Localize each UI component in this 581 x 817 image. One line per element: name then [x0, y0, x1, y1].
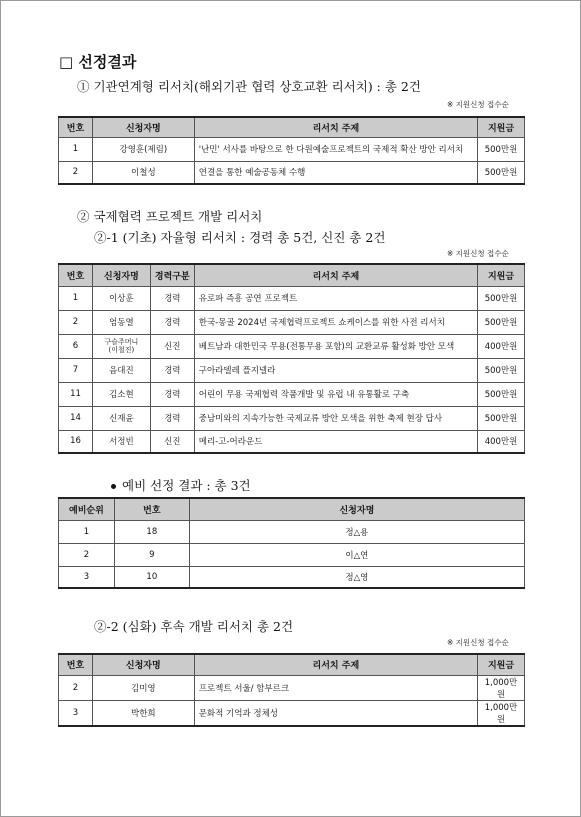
cell-applicant: 구슬주머니 (이철진)	[92, 334, 150, 358]
cell-no: 18	[114, 520, 189, 543]
header-career: 경력구분	[150, 264, 194, 286]
cell-no: 6	[59, 334, 93, 358]
cell-no: 9	[114, 543, 189, 566]
table-header-row	[59, 498, 525, 520]
cell-applicant: 이△연	[189, 543, 524, 566]
cell-career: 경력	[150, 310, 194, 334]
cell-applicant: 서정빈	[92, 430, 150, 453]
cell-topic: 구아라델레 플지넬라	[194, 358, 477, 382]
header-topic: 리서치 주제	[194, 264, 477, 286]
cell-grant: 400만원	[478, 334, 525, 358]
cell-applicant: 이상훈	[92, 286, 150, 310]
header-applicant: 신청자명	[92, 264, 150, 286]
cell-grant: 1,000만원	[478, 700, 525, 726]
cell-applicant: 신재윤	[92, 406, 150, 430]
cell-grant: 500만원	[478, 137, 525, 161]
cell-no: 14	[59, 406, 93, 430]
cell-grant: 500만원	[478, 286, 525, 310]
cell-topic: 유로파 즉흥 공연 프로젝트	[194, 286, 477, 310]
cell-applicant: 정△영	[189, 566, 524, 588]
cell-no: 3	[59, 700, 93, 726]
table-row	[59, 334, 525, 358]
table-row	[59, 520, 525, 543]
cell-no: 10	[114, 566, 189, 588]
section3-note: ※ 지원신청 접수순	[447, 638, 509, 647]
cell-grant: 500만원	[478, 358, 525, 382]
cell-applicant: 이철성	[92, 161, 194, 184]
header-applicant: 신청자명	[92, 654, 194, 675]
table-row	[59, 286, 525, 310]
header-topic: 리서치 주제	[194, 117, 477, 137]
cell-no: 1	[59, 286, 93, 310]
cell-applicant: 엄동열	[92, 310, 150, 334]
table-row	[59, 543, 525, 566]
reserve-heading-text: 예비 선정 결과 : 총 3건	[122, 478, 251, 493]
cell-topic: 베트남과 대한민국 무용(전통무용 포함)의 교환교류 활성화 방안 모색	[194, 334, 477, 358]
table-header-row	[59, 117, 525, 137]
cell-career: 신진	[150, 334, 194, 358]
cell-no: 16	[59, 430, 93, 453]
cell-rank: 2	[59, 543, 115, 566]
cell-grant: 500만원	[478, 310, 525, 334]
cell-grant: 400만원	[478, 430, 525, 453]
cell-topic: 프로젝트 서울/ 함부르크	[194, 675, 477, 700]
table-header-row	[59, 654, 525, 675]
bullet-icon	[111, 484, 116, 489]
cell-no: 7	[59, 358, 93, 382]
cell-no: 2	[59, 675, 93, 700]
table-row	[59, 310, 525, 334]
cell-applicant: 박한희	[92, 700, 194, 726]
header-topic: 리서치 주제	[194, 654, 477, 675]
header-no: 번호	[59, 117, 93, 137]
section1-table	[58, 116, 525, 185]
table-row	[59, 675, 525, 700]
section2-subheading: ②-1 (기초) 자율형 리서치 : 경력 총 5건, 신진 총 2건	[94, 230, 386, 245]
cell-applicant: 김소현	[92, 382, 150, 406]
cell-topic: 한국-몽골 2024년 국제협력프로젝트 쇼케이스를 위한 사전 리서치	[194, 310, 477, 334]
table-row	[59, 406, 525, 430]
cell-grant: 1,000만원	[478, 675, 525, 700]
table-row	[59, 382, 525, 406]
cell-applicant: 김미영	[92, 675, 194, 700]
cell-career: 신진	[150, 430, 194, 453]
cell-career: 경력	[150, 358, 194, 382]
cell-grant: 500만원	[478, 406, 525, 430]
cell-no: 2	[59, 310, 93, 334]
cell-rank: 3	[59, 566, 115, 588]
cell-applicant: 정△용	[189, 520, 524, 543]
header-no: 번호	[59, 264, 93, 286]
cell-topic: 연결을 통한 예술공동체 수행	[194, 161, 477, 184]
cell-topic: 문화적 기억과 정체성	[194, 700, 477, 726]
section1-note: ※ 지원신청 접수순	[447, 100, 509, 109]
reserve-table	[58, 497, 525, 589]
cell-career: 경력	[150, 382, 194, 406]
cell-no: 11	[59, 382, 93, 406]
cell-topic: 어린이 무용 국제협력 작품개발 및 유럽 내 유통활로 구축	[194, 382, 477, 406]
cell-career: 경력	[150, 406, 194, 430]
cell-no: 2	[59, 161, 93, 184]
table-row	[59, 430, 525, 453]
header-grant: 지원금	[478, 117, 525, 137]
table-header-row	[59, 264, 525, 286]
cell-applicant: 강영훈(제림)	[92, 137, 194, 161]
header-rank: 예비순위	[59, 498, 115, 520]
cell-topic: '난민' 서사를 바탕으로 한 다원예술프로젝트의 국제적 확산 방안 리서치	[194, 137, 477, 161]
header-grant: 지원금	[478, 654, 525, 675]
section3-heading: ②-2 (심화) 후속 개발 리서치 총 2건	[94, 619, 294, 634]
header-no: 번호	[59, 654, 93, 675]
table-row	[59, 161, 525, 184]
table-row	[59, 137, 525, 161]
header-no: 번호	[114, 498, 189, 520]
header-grant: 지원금	[478, 264, 525, 286]
table-row	[59, 700, 525, 726]
table-row	[59, 566, 525, 588]
header-applicant: 신청자명	[189, 498, 524, 520]
cell-grant: 500만원	[478, 161, 525, 184]
cell-no: 1	[59, 137, 93, 161]
reserve-heading	[111, 476, 251, 494]
cell-applicant: 음대진	[92, 358, 150, 382]
cell-rank: 1	[59, 520, 115, 543]
section3-table	[58, 653, 525, 727]
cell-topic: 메리-고-어라운드	[194, 430, 477, 453]
cell-topic: 중남미와의 지속가능한 국제교류 방안 모색을 위한 축제 현장 답사	[194, 406, 477, 430]
table-row	[59, 358, 525, 382]
header-applicant: 신청자명	[92, 117, 194, 137]
section2-heading: ② 국제협력 프로젝트 개발 리서치	[77, 209, 263, 224]
section1-heading: ① 기관연계형 리서치(해외기관 협력 상호교환 리서치) : 총 2건	[77, 79, 421, 94]
section2-note: ※ 지원신청 접수순	[447, 249, 509, 258]
section2-table	[58, 263, 525, 454]
page-title: □ 선정결과	[59, 53, 137, 71]
cell-grant: 500만원	[478, 382, 525, 406]
cell-career: 경력	[150, 286, 194, 310]
